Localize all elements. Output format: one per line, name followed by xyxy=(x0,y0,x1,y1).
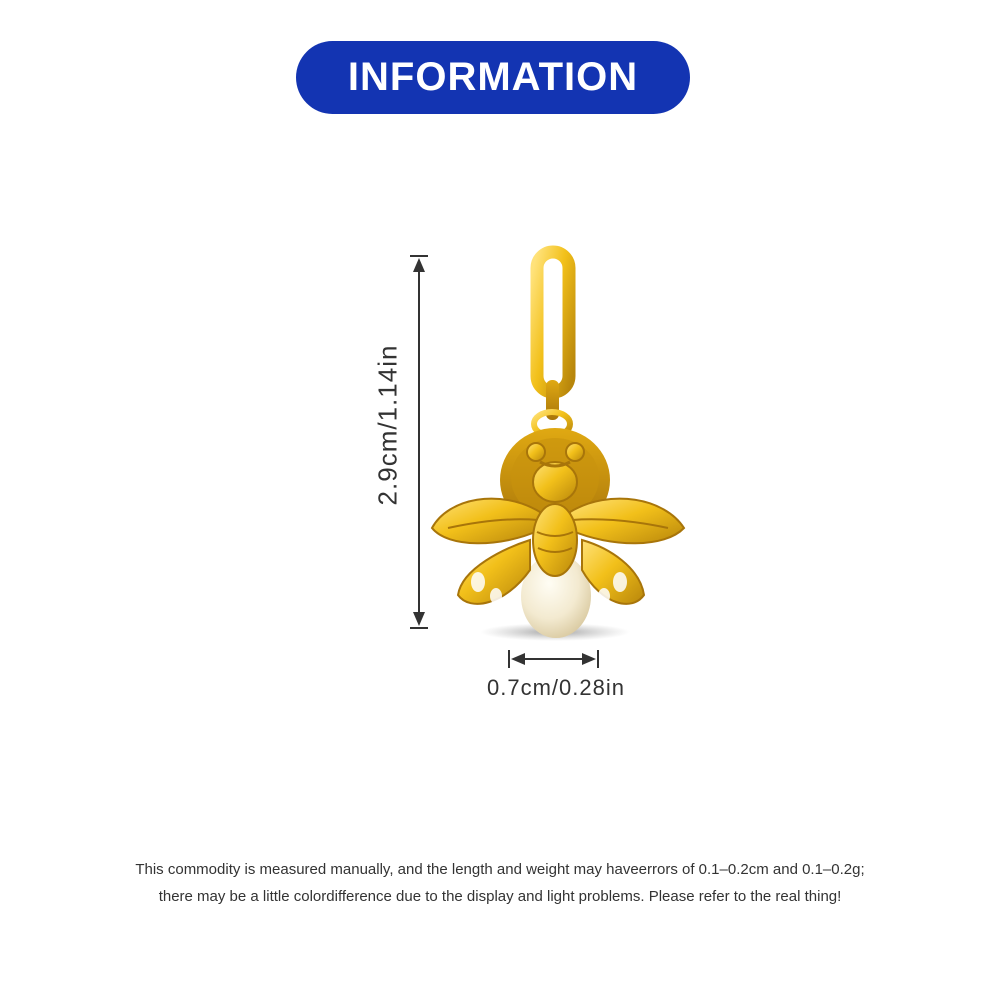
disclaimer-line-1: This commodity is measured manually, and the length and weight may haveerrors of 0.1–0.2cm and 0.1–0.2g; xyxy=(135,861,865,878)
disclaimer-line-2: there may be a little colordifference due to the display and light problems. Please refer to the real thing! xyxy=(158,888,842,905)
height-dimension-line xyxy=(410,256,428,628)
width-dimension-line xyxy=(509,650,598,668)
firefly-charm-icon xyxy=(432,252,684,641)
height-measurement-text: 2.9cm/1.14in xyxy=(372,344,403,506)
width-measurement-text: 0.7cm/0.28in xyxy=(487,675,625,700)
header-title: INFORMATION xyxy=(347,55,639,99)
measurement-disclaimer xyxy=(60,856,940,910)
